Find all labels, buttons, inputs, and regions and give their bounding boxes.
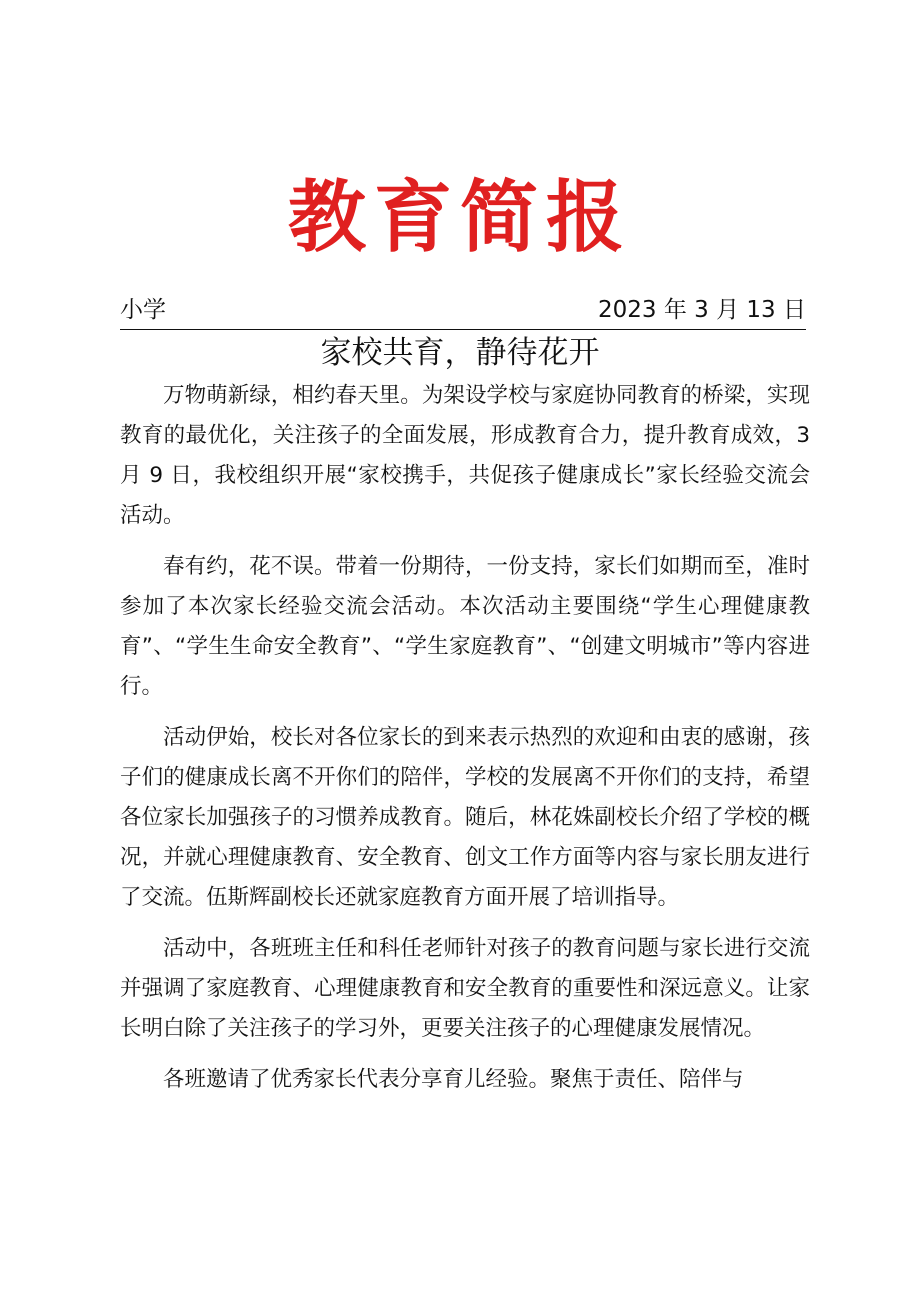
issue-date: 2023 年 3 月 13 日 [598, 297, 806, 323]
article-paragraph: 活动伊始，校长对各位家长的到来表示热烈的欢迎和由衷的感谢，孩子们的健康成长离不开你们的陪伴，学校的发展离不开你们的支持，希望各位家长加强孩子的习惯养成教育。随后，林花姝副校长介绍了学校的概况，并就心理健康教育、安全教育、创文工作方面等内容与家长朋友进行了交流。伍斯辉副校长还就家庭教育方面开展了培训指导。 [120, 725, 810, 910]
article-paragraph: 春有约，花不误。带着一份期待，一份支持，家长们如期而至，准时参加了本次家长经验交流会活动。本次活动主要围绕“学生心理健康教育”、“学生生命安全教育”、“学生家庭教育”、“创建文明城市”等内容进行。 [120, 554, 810, 699]
article-paragraph: 活动中，各班班主任和科任老师针对孩子的教育问题与家长进行交流并强调了家庭教育、心理健康教育和安全教育的重要性和深远意义。让家长明白除了关注孩子的学习外，更要关注孩子的心理健康发展情况。 [120, 936, 810, 1041]
article-body [120, 376, 810, 1111]
article-paragraph: 各班邀请了优秀家长代表分享育儿经验。聚焦于责任、陪伴与 [163, 1067, 744, 1092]
article-headline: 家校共育，静待花开 [320, 335, 600, 371]
school-name: 小学 [120, 297, 166, 323]
article-paragraph: 万物萌新绿，相约春天里。为架设学校与家庭协同教育的桥梁，实现教育的最优化，关注孩子的全面发展，形成教育合力，提升教育成效，3 月 9 日，我校组织开展“家校携手，共促孩子健康成长”家长经验交流会活动。 [120, 383, 810, 528]
issue-meta-row [120, 293, 806, 330]
masthead-title: 教育简报 [287, 172, 632, 263]
